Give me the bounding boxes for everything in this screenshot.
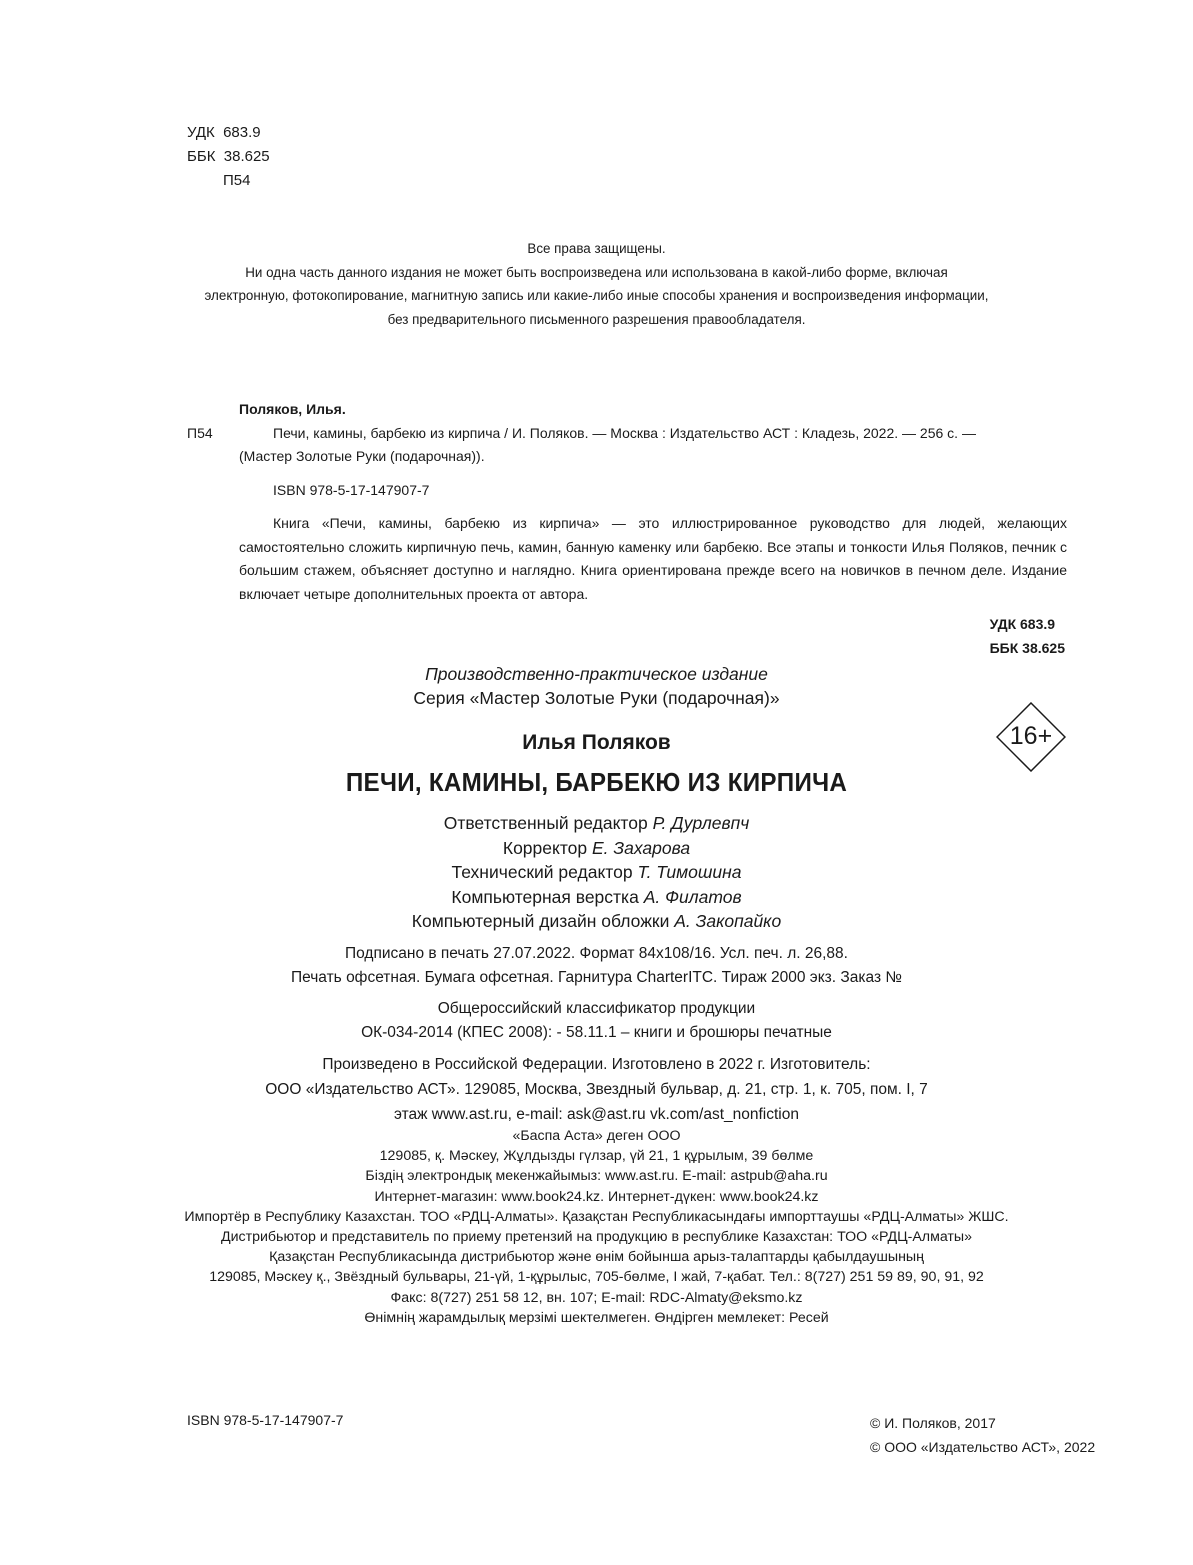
rights-line: электронную, фотокопирование, магнитную запись или какие-либо иные способы хранения и воспроизведения информации, <box>204 288 989 303</box>
footer-isbn: ISBN 978-5-17-147907-7 <box>187 1412 344 1428</box>
credit-role: Корректор <box>502 837 592 858</box>
age-rating: 16+ <box>1009 722 1053 750</box>
biblio-description-row <box>187 422 1067 446</box>
credit-name: Е. Захарова <box>592 837 691 858</box>
classifier-line: Общероссийский классификатор продукции <box>437 1000 756 1017</box>
bibliographic-record <box>187 398 1067 606</box>
edition-type: Производственно-практическое издание <box>425 664 768 684</box>
copyright-author: © И. Поляков, 2017 <box>870 1415 996 1431</box>
book-title: ПЕЧИ, КАМИНЫ, БАРБЕКЮ ИЗ КИРПИЧА <box>345 767 848 797</box>
biblio-description-2: (Мастер Золотые Руки (подарочная)). <box>239 448 485 464</box>
credit-line <box>0 885 1193 910</box>
manufacturer-line: Произведено в Российской Федерации. Изготовлено в 2022 г. Изготовитель: <box>322 1056 871 1073</box>
kz-line: Біздің электрондық мекенжайымыз: www.ast.ru. E-mail: astpub@aha.ru <box>365 1168 828 1185</box>
udk-code: УДК 683.9 <box>187 124 261 141</box>
kz-line: «Баспа Аста» деген ООО <box>512 1128 681 1144</box>
biblio-udk: УДК 683.9 <box>989 616 1056 632</box>
print-line: Подписано в печать 27.07.2022. Формат 84x108/16. Усл. печ. л. 26,88. <box>345 945 848 962</box>
manufacturer-line: этаж www.ast.ru, e-mail: ask@ast.ru vk.com/ast_nonfiction <box>394 1106 799 1123</box>
manufacturer-line: ООО «Издательство АСТ». 129085, Москва, Звездный бульвар, д. 21, стр. 1, к. 705, пом. I, 7 <box>265 1081 928 1098</box>
kz-line: 129085, Мәскеу қ., Звёздный бульвары, 21-үй, 1-құрылыс, 705-бөлме, I жай, 7-қабат. Тел.: 8(727) 251 59 89, 90, 91, 92 <box>209 1269 984 1286</box>
credit-line <box>0 836 1193 861</box>
biblio-isbn: ISBN 978-5-17-147907-7 <box>273 481 430 498</box>
author-mark: П54 <box>223 172 251 189</box>
kz-line: Дистрибьютор и представитель по приему претензий на продукцию в республике Казахстан: ТОО «РДЦ-Алматы» <box>220 1229 972 1246</box>
credit-name: Т. Тимошина <box>637 862 742 882</box>
rights-notice <box>0 237 1193 331</box>
credit-role: Технический редактор <box>451 862 638 882</box>
credit-line <box>0 860 1193 885</box>
bbk-code: ББК 38.625 <box>187 148 270 165</box>
biblio-annotation: Книга «Печи, камины, барбекю из кирпича» — это иллюстрированное руководство для людей, желающих самостоятельно сложить кирпичную печь, камин, банную каменку или барбекю. Все этапы и тонкости Илья Поляков, печник с большим стажем, объясняет доступно и наглядно. Книга ориентирована прежде всего на новичков в печном деле. Издание включает четыре дополнительных проекта от автора. <box>239 515 1067 602</box>
kazakhstan-info <box>0 1126 1193 1328</box>
kz-line: Өнімнің жарамдылық мерзімі шектелмеген. Өндірген мемлекет: Ресей <box>364 1309 829 1326</box>
copyright-publisher: © ООО «Издательство АСТ», 2022 <box>870 1438 1096 1455</box>
credit-line <box>0 811 1193 836</box>
biblio-description-1: Печи, камины, барбекю из кирпича / И. Поляков. — Москва : Издательство АСТ : Кладезь, 2022. — 256 с. — <box>273 424 976 441</box>
biblio-author: Поляков, Илья. <box>239 401 346 417</box>
manufacturer-info <box>0 1052 1193 1127</box>
rights-line: Все права защищены. <box>527 241 666 256</box>
kz-line: Интернет-магазин: www.book24.kz. Интернет-дүкен: www.book24.kz <box>374 1188 819 1205</box>
kz-line: Импортёр в Республику Казахстан. ТОО «РДЦ-Алматы». Қазақстан Республикасындағы импорттаушы «РДЦ-Алматы» ЖШС. <box>184 1208 1009 1225</box>
book-author: Илья Поляков <box>522 731 671 754</box>
print-line: Печать офсетная. Бумага офсетная. Гарнитура CharterITC. Тираж 2000 экз. Заказ № <box>290 969 902 986</box>
biblio-codes <box>990 612 1065 660</box>
credit-role: Компьютерный дизайн обложки <box>411 911 675 931</box>
credit-name: Р. Дурлевпч <box>652 813 750 833</box>
copyright-block <box>870 1412 1095 1459</box>
biblio-bbk: ББК 38.625 <box>989 640 1065 656</box>
classification-block <box>187 121 270 193</box>
credits-block <box>0 811 1193 934</box>
print-info <box>0 942 1193 990</box>
kz-line: Қазақстан Республикасында дистрибьютор және өнім бойынша арыз-талаптарды қабылдаушының <box>269 1249 924 1266</box>
classifier-line: ОК-034-2014 (КПЕС 2008): - 58.11.1 – книги и брошюры печатные <box>361 1024 832 1041</box>
kz-line: Факс: 8(727) 251 58 12, вн. 107; E-mail: RDC-Almaty@eksmo.kz <box>390 1289 803 1306</box>
rights-line: Ни одна часть данного издания не может быть воспроизведена или использована в какой-либо форме, включая <box>245 264 948 280</box>
credit-line <box>0 909 1193 934</box>
credit-role: Ответственный редактор <box>443 813 653 833</box>
biblio-mark: П54 <box>187 424 213 441</box>
edition-series: Серия «Мастер Золотые Руки (подарочная)» <box>413 688 780 708</box>
kz-line: 129085, қ. Мәскеу, Жұлдызды гүлзар, үй 21, 1 құрылым, 39 бөлме <box>379 1148 814 1165</box>
product-classifier <box>0 997 1193 1045</box>
credit-role: Компьютерная верстка <box>451 886 644 907</box>
credit-name: А. Филатов <box>643 886 742 907</box>
credit-name: А. Закопайко <box>674 911 782 931</box>
rights-line: без предварительного письменного разрешения правообладателя. <box>387 311 806 327</box>
